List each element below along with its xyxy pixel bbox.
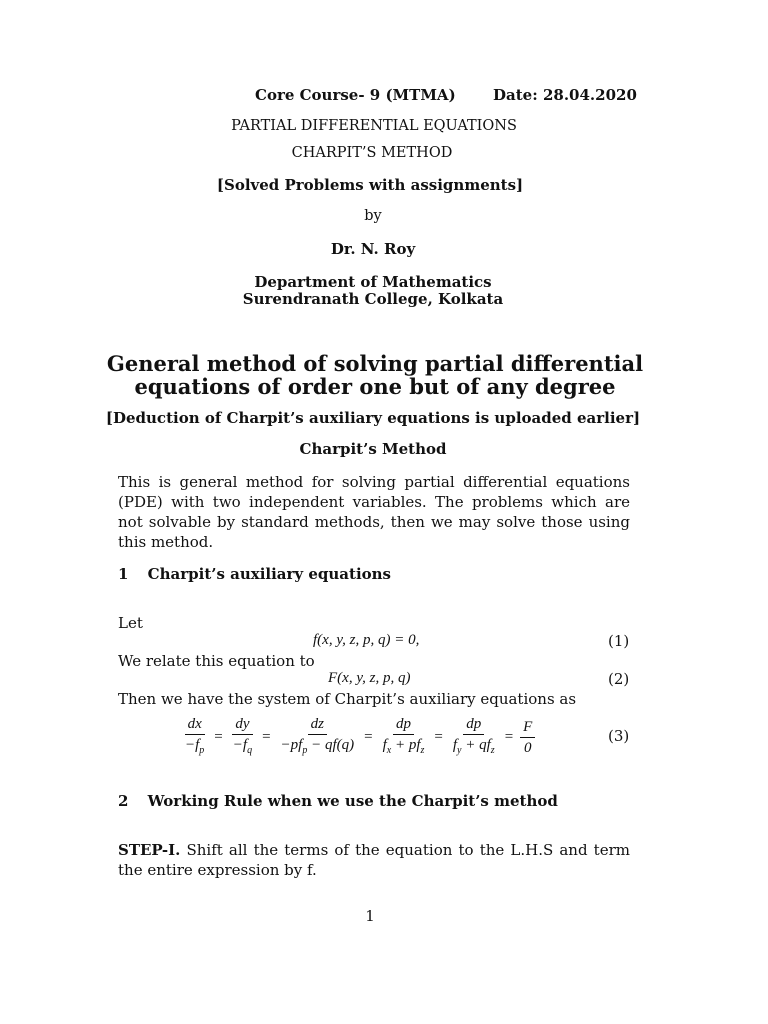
intro-paragraph: This is general method for solving partial differential equations (PDE) with two independent variables. The problems which are not solvable by standard methods, then we may solve those using this method.: [118, 473, 630, 551]
fraction-numerator: dy: [232, 715, 252, 735]
subtitle: [Solved Problems with assignments]: [216, 176, 524, 194]
section-2-title: Working Rule when we use the Charpit’s method: [147, 792, 558, 810]
fraction-numerator: dx: [185, 715, 205, 735]
college-name: Surendranath College, Kolkata: [242, 290, 504, 308]
fraction-denominator: $f_y + qf_z$: [452, 737, 495, 756]
by-line: by: [364, 208, 382, 224]
equals-sign: =: [364, 729, 373, 745]
equation-3-fraction: [182, 715, 207, 760]
equals-sign: =: [262, 729, 271, 745]
equation-2: F(x, y, z, p, q): [328, 670, 411, 686]
equation-3-fraction: [450, 715, 498, 760]
subject-line: PARTIAL DIFFERENTIAL EQUATIONS: [231, 118, 517, 134]
equation-3: [180, 715, 537, 760]
section-2-number: 2: [118, 792, 129, 810]
page-number: 1: [365, 907, 375, 925]
main-title: [100, 352, 650, 398]
fraction-numerator: dp: [463, 715, 484, 735]
main-title-line-2: equations of order one but of any degree: [134, 374, 616, 399]
equals-sign: =: [504, 729, 514, 745]
equals-sign: =: [214, 729, 223, 745]
fraction-numerator: dz: [308, 715, 327, 735]
method-line: CHARPIT’S METHOD: [291, 145, 453, 161]
equals-sign: =: [434, 729, 443, 745]
fraction-numerator: F: [520, 718, 535, 738]
fraction-denominator: $-f_p$: [185, 737, 205, 756]
section-2-heading: [118, 792, 558, 810]
fraction-denominator: $-pf_p - qf(q)$: [280, 737, 355, 756]
method-heading: Charpit’s Method: [299, 440, 447, 458]
fraction-denominator: $-f_q$: [232, 737, 253, 756]
relate-text: We relate this equation to: [118, 652, 315, 670]
equation-3-number: (3): [608, 727, 630, 745]
deduction-note: [Deduction of Charpit’s auxiliary equations is uploaded earlier]: [105, 409, 641, 427]
fraction-denominator: $f_x + pf_z$: [382, 737, 425, 756]
equation-2-number: (2): [608, 670, 630, 688]
equation-3-fraction: [520, 718, 535, 757]
step-1-paragraph: [118, 840, 630, 880]
equation-3-fraction: [380, 715, 428, 760]
department-name: Department of Mathematics: [254, 273, 492, 291]
equation-3-fraction: [230, 715, 255, 760]
equation-3-fraction: [278, 715, 358, 760]
equation-1: f(x, y, z, p, q) = 0,: [313, 632, 420, 648]
fraction-numerator: dp: [393, 715, 414, 735]
date-label: Date: 28.04.2020: [493, 86, 637, 104]
main-title-line-1: General method of solving partial differential: [106, 351, 644, 376]
section-1-number: 1: [118, 565, 129, 583]
step-1-label: STEP-I.: [118, 841, 181, 859]
equation-1-number: (1): [608, 632, 630, 650]
section-1-heading: [118, 565, 391, 583]
author-name: Dr. N. Roy: [330, 240, 416, 258]
let-text: Let: [118, 614, 143, 632]
section-1-title: Charpit’s auxiliary equations: [147, 565, 392, 583]
fraction-denominator: 0: [524, 740, 532, 756]
system-text: Then we have the system of Charpit’s auxiliary equations as: [118, 690, 577, 708]
course-label: Core Course- 9 (MTMA): [255, 86, 456, 104]
step-1-text: Shift all the terms of the equation to the L.H.S and term the entire expression by f.: [118, 841, 630, 879]
